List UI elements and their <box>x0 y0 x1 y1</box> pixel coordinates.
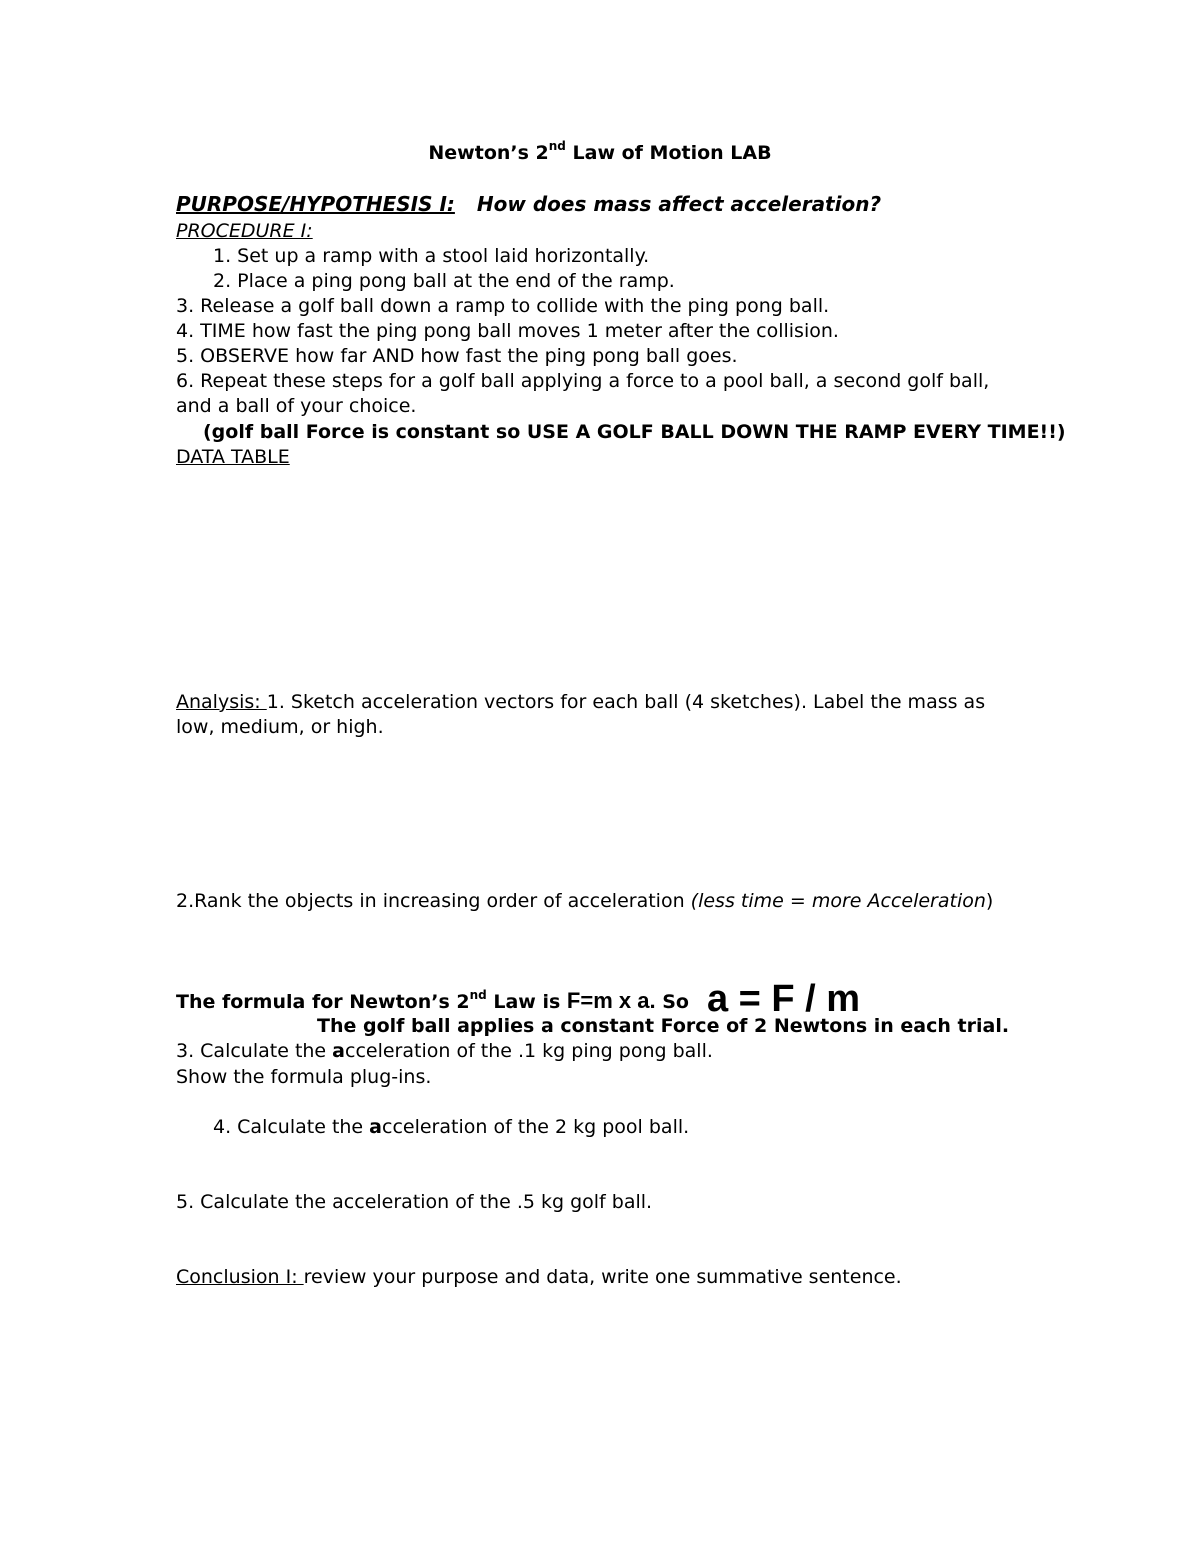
formula-lead-end: Law is <box>486 991 567 1013</box>
question-5: 5. Calculate the acceleration of the .5 kg golf ball. <box>176 1191 653 1213</box>
q4-bold: a <box>369 1116 382 1138</box>
procedure-note: (golf ball Force is constant so USE A GOLF BALL DOWN THE RAMP EVERY TIME!!) <box>203 421 1066 443</box>
purpose-question: How does mass affect acceleration? <box>476 192 882 216</box>
question-3 <box>176 1039 713 1064</box>
procedure-heading: PROCEDURE I: <box>176 220 313 242</box>
analysis-question-1 <box>176 690 985 715</box>
conclusion-text: review your purpose and data, write one summative sentence. <box>303 1266 902 1288</box>
procedure-step: and a ball of your choice. <box>176 395 417 417</box>
analysis-label: Analysis: <box>176 691 267 713</box>
purpose-label: PURPOSE/HYPOTHESIS I: <box>176 192 455 216</box>
analysis-question-2 <box>176 889 993 914</box>
constant-force-note: The golf ball applies a constant Force of 2 Newtons in each trial. <box>317 1015 1010 1037</box>
analysis-q1-text: 1. Sketch acceleration vectors for each ball (4 sketches). Label the mass as <box>266 691 986 713</box>
q4-pre: 4. Calculate the <box>213 1116 370 1138</box>
formula-so: So <box>655 991 689 1013</box>
formula-acceleration: a = F / m <box>706 978 861 1020</box>
procedure-step: 5. OBSERVE how far AND how fast the ping pong ball goes. <box>176 345 738 367</box>
procedure-step: 2. Place a ping pong ball at the end of the ramp. <box>213 270 675 292</box>
procedure-step: 1. Set up a ramp with a stool laid horizontally. <box>213 245 650 267</box>
q4-post: cceleration of the 2 kg pool ball. <box>382 1116 690 1138</box>
q3-pre: 3. Calculate the <box>176 1040 333 1062</box>
q3-post: cceleration of the .1 kg ping pong ball. <box>345 1040 713 1062</box>
procedure-step: 4. TIME how fast the ping pong ball moves 1 meter after the collision. <box>176 320 839 342</box>
formula-lead: The formula for Newton’s 2 <box>176 991 470 1013</box>
conclusion-label: Conclusion I: <box>176 1266 304 1288</box>
procedure-step: 6. Repeat these steps for a golf ball applying a force to a pool ball, a second golf ball, <box>176 370 990 392</box>
analysis-q2-hint: (less time = more Acceleration <box>690 890 986 912</box>
q3-bold: a <box>332 1040 345 1062</box>
analysis-q1-continued: low, medium, or high. <box>176 716 384 738</box>
formula-superscript: nd <box>469 987 487 1002</box>
formula-line <box>176 978 861 1020</box>
formula-fma: F=m x a. <box>566 988 656 1013</box>
question-4 <box>213 1115 689 1140</box>
title-prefix: Newton’s 2 <box>428 142 549 164</box>
procedure-step: 3. Release a golf ball down a ramp to collide with the ping pong ball. <box>176 295 830 317</box>
conclusion-line <box>176 1265 902 1290</box>
page-title <box>0 138 1200 166</box>
question-3-instruction: Show the formula plug-ins. <box>176 1066 432 1088</box>
analysis-q2-close: ) <box>985 890 994 912</box>
data-table-heading: DATA TABLE <box>176 446 290 468</box>
title-superscript: nd <box>548 138 566 153</box>
title-suffix: Law of Motion LAB <box>565 142 772 164</box>
analysis-q2-text: 2.Rank the objects in increasing order of acceleration <box>176 890 691 912</box>
purpose-line <box>176 192 881 217</box>
